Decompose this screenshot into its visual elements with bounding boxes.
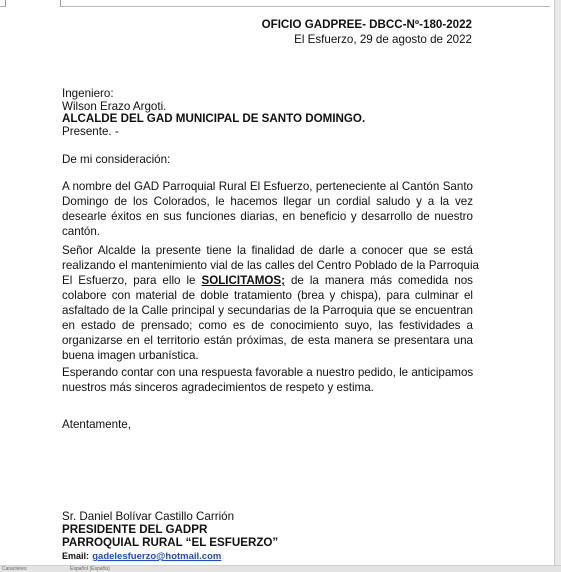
paragraph-2-line: organizarse en el territorio están próximas, de esta manera se presentara una: [62, 334, 473, 347]
signer-organization: PARROQUIAL RURAL “EL ESFUERZO”: [62, 536, 279, 549]
paragraph-2-text: El Esfuerzo, para ello le: [62, 274, 196, 287]
presente-line: Presente. -: [62, 125, 119, 138]
paragraph-2-line: en estado de prensado; como es de conocimiento suyo, las festividades a: [62, 319, 473, 332]
paragraph-1-line: cantón.: [62, 225, 101, 238]
recipient-name: Wilson Erazo Argoti.: [62, 100, 167, 113]
document-date: El Esfuerzo, 29 de agosto de 2022: [294, 33, 472, 46]
paragraph-2-line: colabore con material de doble tratamiento (brea y chispa), para culminar el: [62, 289, 473, 302]
recipient-title: Ingeniero:: [62, 87, 114, 100]
email-link[interactable]: gadelesfuerzo@hotmail.com: [92, 551, 222, 562]
status-language[interactable]: Español (España): [70, 566, 110, 572]
paragraph-1: [62, 179, 473, 239]
paragraph-3-line: Esperando contar con una respuesta favorable a nuestro pedido, le anticipamos: [62, 366, 474, 379]
email-line: [62, 550, 221, 563]
email-label: Email:: [62, 551, 90, 561]
greeting: De mi consideración:: [62, 153, 171, 166]
margin-marker-left: [5, 0, 6, 7]
recipient-position: ALCALDE DEL GAD MUNICIPAL DE SANTO DOMINGO.: [62, 112, 366, 125]
paragraph-2: [62, 243, 479, 363]
closing: Atentamente,: [62, 418, 131, 431]
paragraph-1-line: desearle éxitos en sus funciones diarias, en beneficio y desarrollo de nuestro: [62, 210, 473, 223]
paragraph-1-line: Domingo de los Colorados, le hacemos llegar un cordial saludo y a la vez: [62, 195, 473, 208]
paragraph-2-line: asfaltado de la Calle principal y secundarias de la Parroquia que se encuentran: [62, 304, 473, 317]
paragraph-2-text: de la manera más comedida nos: [290, 274, 473, 287]
paragraph-2-line: Señor Alcalde la presente tiene la finalidad de darle a conocer que se está: [62, 244, 473, 257]
paragraph-2-line: [62, 273, 473, 288]
paragraph-1-line: A nombre del GAD Parroquial Rural El Esfuerzo, perteneciente al Cantón Santo: [62, 180, 473, 193]
status-character-count[interactable]: Caracteres: [2, 566, 27, 572]
paragraph-2-line: realizando el mantenimiento vial de las calles del Centro Poblado de la Parroquia: [62, 259, 479, 272]
solicitamos-emphasis: SOLICITAMOS;: [201, 274, 285, 287]
signer-name: Sr. Daniel Bolívar Castillo Carrión: [62, 510, 235, 523]
paragraph-3: [62, 365, 473, 395]
document-reference: OFICIO GADPREE- DBCC-Nº-180-2022: [261, 18, 472, 31]
paragraph-3-line: nuestros más sinceros agradecimientos de respeto y estima.: [62, 381, 374, 394]
page-edge-line-right: [61, 6, 550, 7]
paragraph-2-line: buena imagen urbanística.: [62, 349, 199, 362]
signer-title: PRESIDENTE DEL GADPR: [62, 523, 208, 536]
page-edge-line-left: [0, 6, 5, 7]
